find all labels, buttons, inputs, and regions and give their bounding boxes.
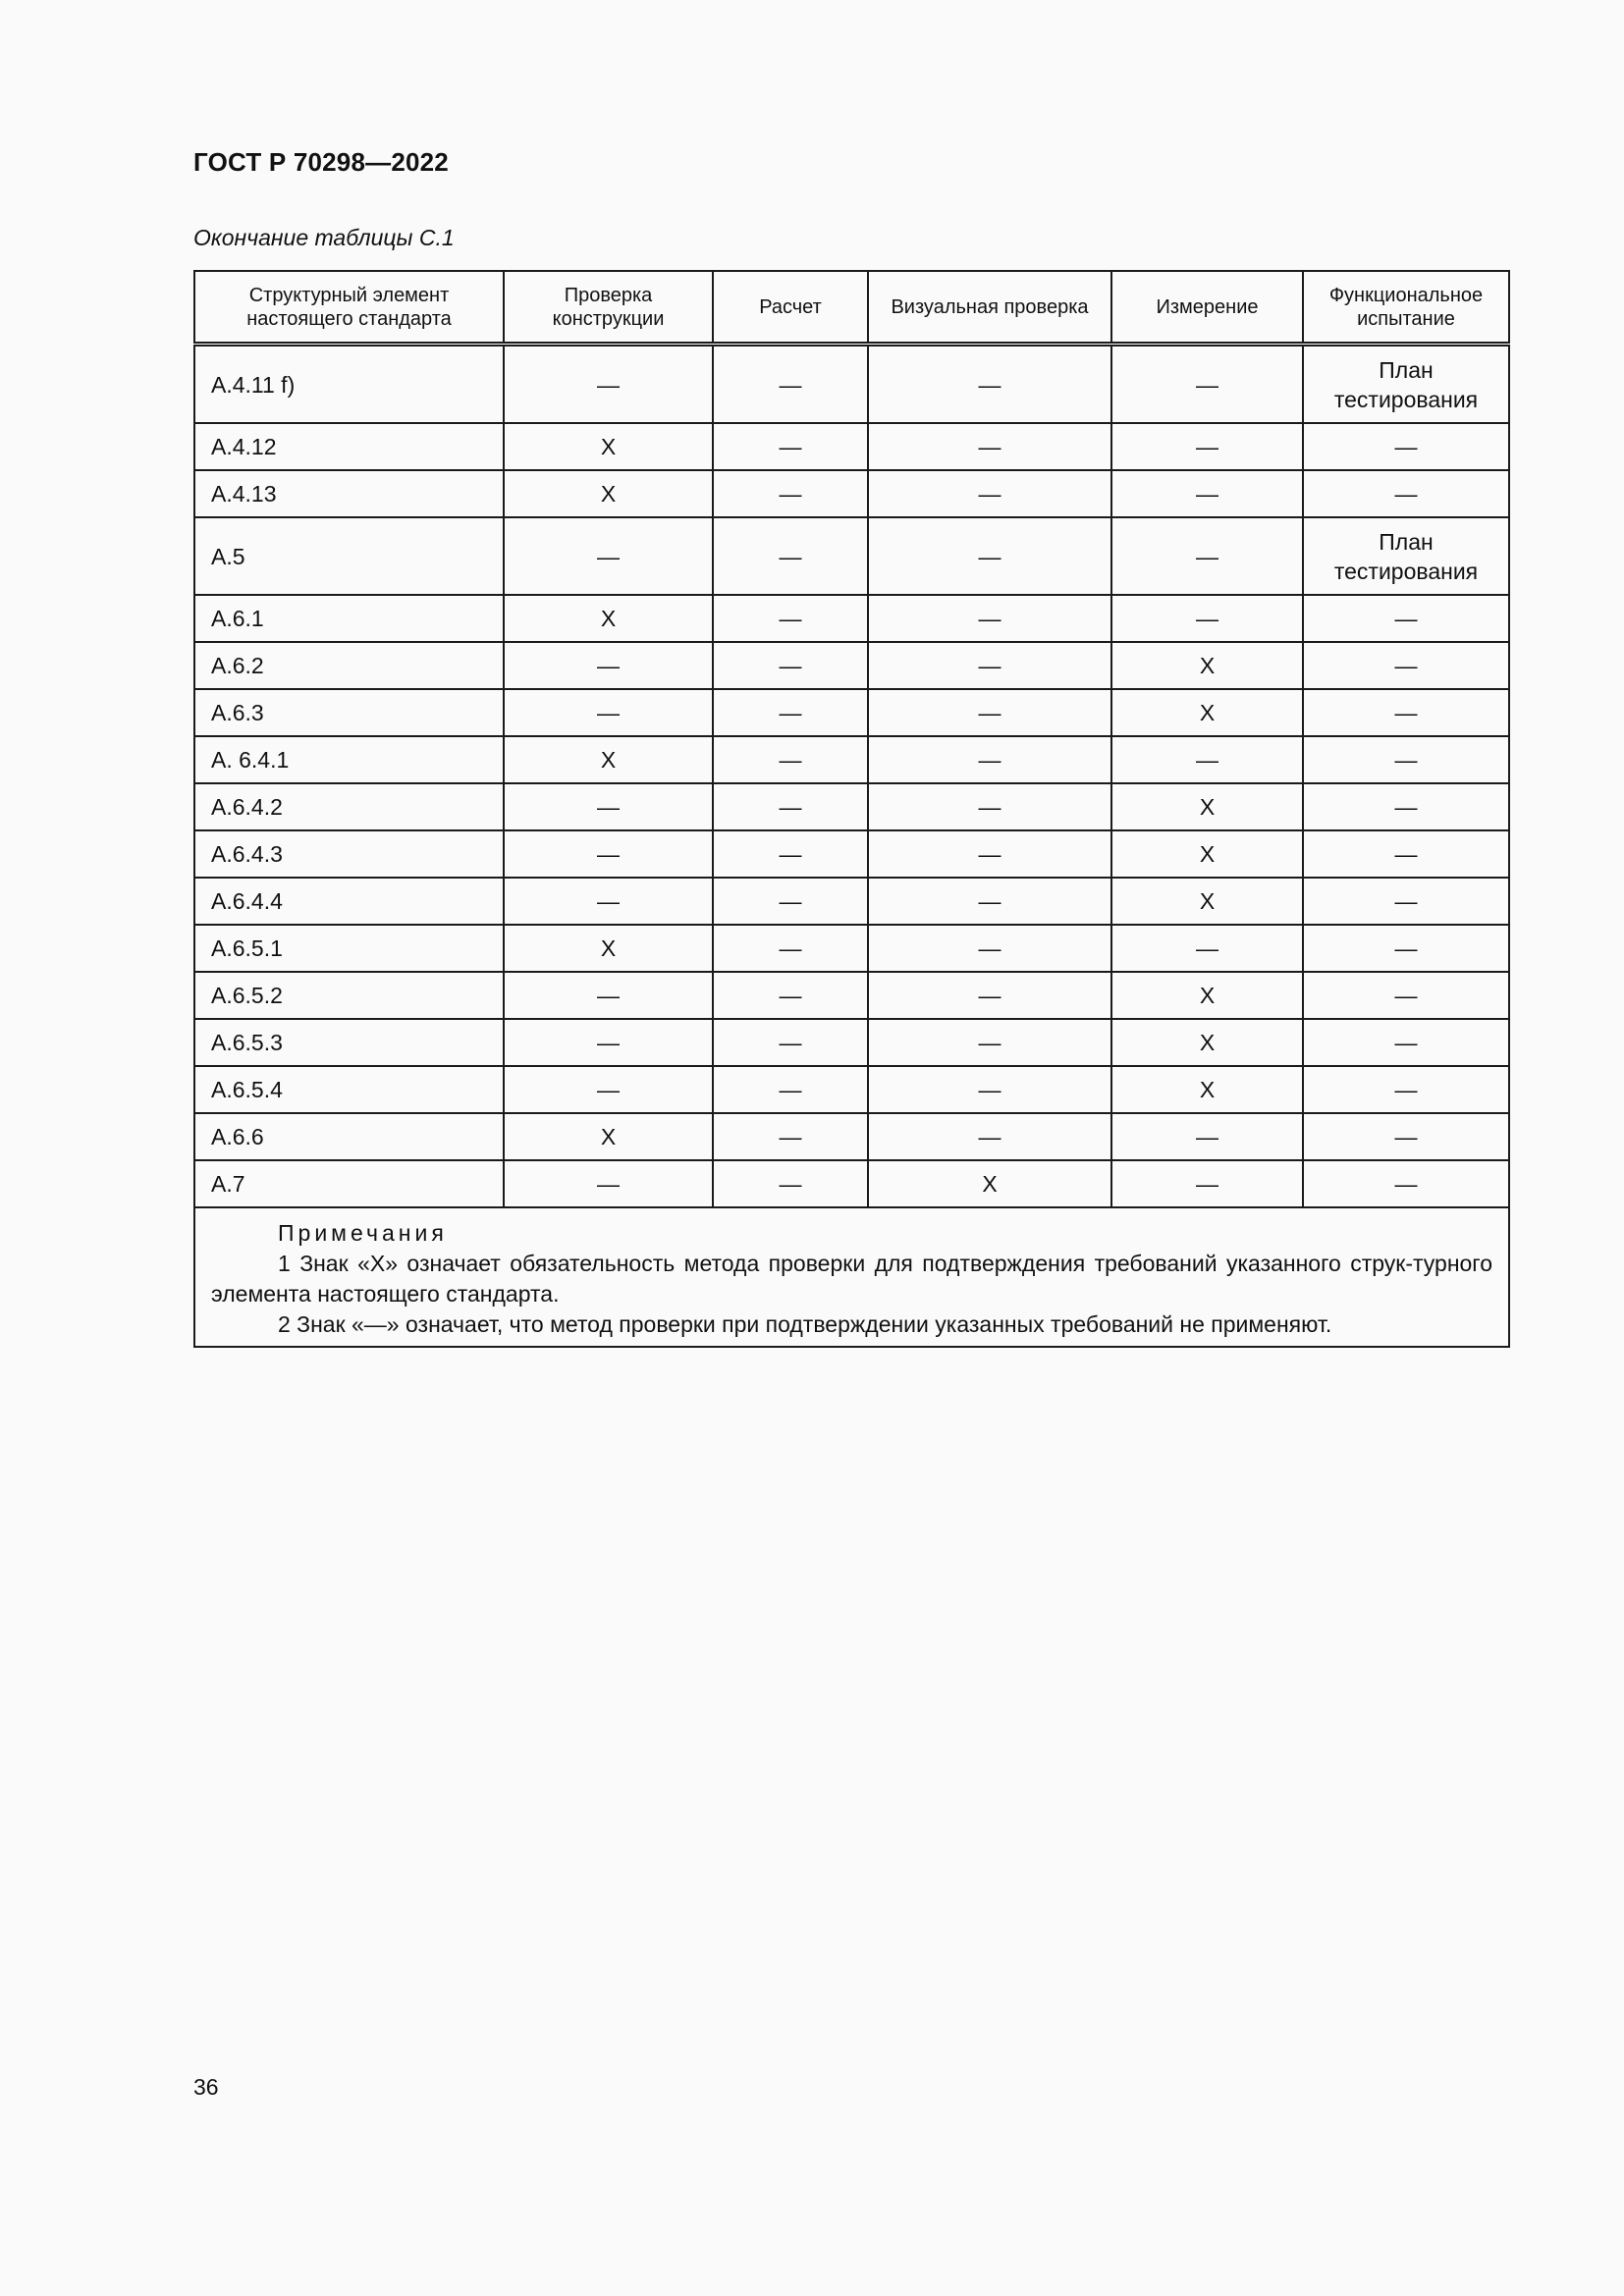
table-cell: — xyxy=(868,878,1111,925)
structural-element-cell: А.6.5.1 xyxy=(194,925,504,972)
table-cell: — xyxy=(1111,517,1303,595)
table-cell: — xyxy=(868,470,1111,517)
structural-element-cell: А.6.6 xyxy=(194,1113,504,1160)
structural-element-cell: А.6.3 xyxy=(194,689,504,736)
verification-table xyxy=(193,270,1510,1348)
page-number: 36 xyxy=(193,2074,219,2100)
structural-element-cell: А.6.4.3 xyxy=(194,830,504,878)
document-header: ГОСТ Р 70298—2022 xyxy=(193,147,449,177)
table-cell: X xyxy=(1111,1066,1303,1113)
table-cell: — xyxy=(504,642,713,689)
table-cell: — xyxy=(504,878,713,925)
structural-element-cell: А.6.4.4 xyxy=(194,878,504,925)
table-cell: — xyxy=(713,736,868,783)
table-row xyxy=(194,517,1509,595)
table-cell: — xyxy=(1303,830,1509,878)
table-cell: — xyxy=(713,345,868,424)
table-cell: — xyxy=(504,689,713,736)
table-cell: — xyxy=(868,925,1111,972)
table-cell: — xyxy=(1303,878,1509,925)
table-cell: X xyxy=(1111,783,1303,830)
table-cell: — xyxy=(713,830,868,878)
table-row xyxy=(194,1019,1509,1066)
table-cell: X xyxy=(1111,642,1303,689)
table-cell: — xyxy=(1303,736,1509,783)
column-header-measurement: Измерение xyxy=(1111,271,1303,345)
table-cell: X xyxy=(504,925,713,972)
table-caption: Окончание таблицы С.1 xyxy=(193,225,455,250)
table-header xyxy=(194,271,1509,345)
table-cell: — xyxy=(868,689,1111,736)
table-cell: — xyxy=(713,1019,868,1066)
structural-element-cell: А.6.1 xyxy=(194,595,504,642)
table-cell: — xyxy=(868,423,1111,470)
structural-element-cell: А.4.11 f) xyxy=(194,345,504,424)
table-row xyxy=(194,736,1509,783)
table-cell: — xyxy=(1303,470,1509,517)
table-cell: — xyxy=(1303,1019,1509,1066)
table-cell: X xyxy=(504,423,713,470)
table-cell: — xyxy=(868,517,1111,595)
table-cell: — xyxy=(1303,1113,1509,1160)
structural-element-cell: А.7 xyxy=(194,1160,504,1207)
table-cell: — xyxy=(1303,595,1509,642)
table-cell: — xyxy=(713,972,868,1019)
column-header-calculation: Расчет xyxy=(713,271,868,345)
table-cell: — xyxy=(713,470,868,517)
table-cell: — xyxy=(1303,972,1509,1019)
structural-element-cell: А.4.13 xyxy=(194,470,504,517)
structural-element-cell: А.6.4.2 xyxy=(194,783,504,830)
note-1: 1 Знак «Х» означает обязательность метода проверки для подтверждения требований указанного струк-турного элемента настоящего стандарта. xyxy=(211,1251,1492,1307)
table-row xyxy=(194,1113,1509,1160)
table-cell: — xyxy=(1111,595,1303,642)
table-cell: X xyxy=(504,736,713,783)
table-cell: — xyxy=(1303,689,1509,736)
table-cell: — xyxy=(713,1113,868,1160)
table-cell: X xyxy=(504,1113,713,1160)
note-2: 2 Знак «—» означает, что метод проверки при подтверждении указанных требований не применяют. xyxy=(278,1311,1332,1337)
table-cell: — xyxy=(868,736,1111,783)
table-cell: — xyxy=(1111,736,1303,783)
table-cell: — xyxy=(504,830,713,878)
table-cell: — xyxy=(1303,1160,1509,1207)
notes-title: Примечания xyxy=(278,1220,448,1246)
table-cell: — xyxy=(1303,423,1509,470)
table-cell: — xyxy=(868,972,1111,1019)
table-row xyxy=(194,972,1509,1019)
table-cell: — xyxy=(1111,1160,1303,1207)
table-row xyxy=(194,345,1509,424)
table-body xyxy=(194,345,1509,1348)
table-cell: X xyxy=(504,470,713,517)
table-row xyxy=(194,689,1509,736)
table-cell: План тестирования xyxy=(1303,345,1509,424)
table-cell: — xyxy=(713,689,868,736)
structural-element-cell: А.6.5.4 xyxy=(194,1066,504,1113)
table-cell: — xyxy=(713,517,868,595)
table-cell: — xyxy=(713,783,868,830)
column-header-visual-check: Визуальная проверка xyxy=(868,271,1111,345)
table-cell: — xyxy=(504,1019,713,1066)
structural-element-cell: А.6.2 xyxy=(194,642,504,689)
table-row xyxy=(194,470,1509,517)
table-row xyxy=(194,1066,1509,1113)
table-cell: — xyxy=(868,1019,1111,1066)
column-header-functional-test: Функциональное испытание xyxy=(1303,271,1509,345)
table-cell: X xyxy=(868,1160,1111,1207)
notes-row xyxy=(194,1207,1509,1347)
column-header-element: Структурный элемент настоящего стандарта xyxy=(194,271,504,345)
table-cell: — xyxy=(1111,470,1303,517)
table-cell: — xyxy=(1111,1113,1303,1160)
table-cell: — xyxy=(868,783,1111,830)
table-cell: — xyxy=(713,925,868,972)
table-row xyxy=(194,1160,1509,1207)
table-cell: — xyxy=(713,642,868,689)
table-row xyxy=(194,595,1509,642)
table-cell: — xyxy=(713,878,868,925)
table-cell: — xyxy=(868,1066,1111,1113)
table-cell: X xyxy=(1111,689,1303,736)
table-cell: — xyxy=(504,1160,713,1207)
structural-element-cell: А.5 xyxy=(194,517,504,595)
notes-cell xyxy=(194,1207,1509,1347)
structural-element-cell: А.4.12 xyxy=(194,423,504,470)
table-cell: — xyxy=(1303,783,1509,830)
table-row xyxy=(194,830,1509,878)
table-cell: X xyxy=(504,595,713,642)
table-cell: X xyxy=(1111,878,1303,925)
table-cell: — xyxy=(1303,1066,1509,1113)
table-cell: X xyxy=(1111,972,1303,1019)
table-row xyxy=(194,878,1509,925)
table-cell: — xyxy=(713,1160,868,1207)
table-cell: — xyxy=(504,972,713,1019)
table-cell: План тестирования xyxy=(1303,517,1509,595)
table-row xyxy=(194,423,1509,470)
table-cell: — xyxy=(868,830,1111,878)
table-cell: — xyxy=(504,345,713,424)
table-row xyxy=(194,783,1509,830)
structural-element-cell: А.6.5.2 xyxy=(194,972,504,1019)
structural-element-cell: А. 6.4.1 xyxy=(194,736,504,783)
table-cell: — xyxy=(868,642,1111,689)
table-row xyxy=(194,642,1509,689)
table-cell: — xyxy=(504,517,713,595)
table-cell: — xyxy=(1111,925,1303,972)
column-header-design-check: Проверка конструкции xyxy=(504,271,713,345)
table-cell: — xyxy=(868,595,1111,642)
table-cell: X xyxy=(1111,1019,1303,1066)
table-cell: — xyxy=(713,423,868,470)
structural-element-cell: А.6.5.3 xyxy=(194,1019,504,1066)
table-cell: — xyxy=(504,1066,713,1113)
table-cell: — xyxy=(868,345,1111,424)
table-cell: — xyxy=(1303,925,1509,972)
table-row xyxy=(194,925,1509,972)
table-cell: — xyxy=(1111,345,1303,424)
table-cell: X xyxy=(1111,830,1303,878)
table-cell: — xyxy=(1303,642,1509,689)
table-cell: — xyxy=(504,783,713,830)
table-cell: — xyxy=(713,595,868,642)
table-cell: — xyxy=(868,1113,1111,1160)
table-cell: — xyxy=(1111,423,1303,470)
table-cell: — xyxy=(713,1066,868,1113)
